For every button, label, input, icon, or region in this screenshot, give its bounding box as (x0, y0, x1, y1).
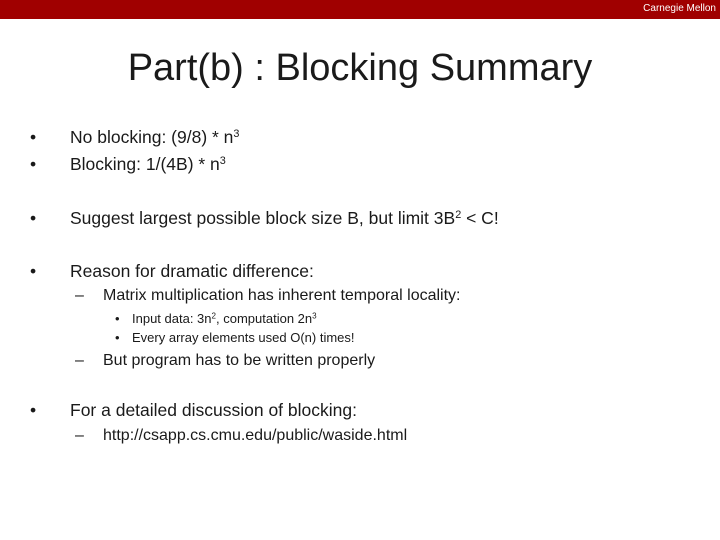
bullet-symbol: • (30, 127, 37, 147)
header-bar (0, 0, 720, 19)
bullet-symbol: • (115, 330, 120, 345)
slide-title (0, 42, 720, 94)
subbullet-text: But program has to be written properly (103, 352, 376, 369)
bullet-text: Reason for dramatic difference: (70, 261, 314, 281)
bullet-text: Blocking: $1/(4B) * n^3$ (70, 154, 226, 174)
slide-title-text: Part(b) : Blocking Summary (127, 47, 593, 89)
subsubbullet-text: Input data: $3n^2$, computation $2n^3$ (132, 311, 317, 326)
bullet-symbol: • (115, 311, 120, 326)
bullet-symbol: • (30, 400, 37, 420)
dash-symbol: – (75, 287, 84, 304)
bullet-symbol: • (30, 154, 37, 174)
subbullet-text: Matrix multiplication has inherent temporal locality: (103, 287, 461, 304)
bullet-symbol: • (30, 208, 37, 228)
bullet-text: Suggest largest possible block size B, but limit $3B^2 < C$! (70, 208, 499, 228)
dash-symbol: – (75, 352, 84, 369)
bullet-symbol: • (30, 261, 37, 281)
subsubbullet-text: Every array elements used O(n) times! (132, 330, 355, 345)
dash-symbol: – (75, 427, 84, 444)
bullet-text: No blocking: $(9/8) * n^3$ (70, 127, 240, 147)
bullet-text: For a detailed discussion of blocking: (70, 400, 357, 420)
brand-label: Carnegie Mellon (643, 3, 716, 14)
url-text: http://csapp.cs.cmu.edu/public/waside.html (103, 427, 408, 444)
